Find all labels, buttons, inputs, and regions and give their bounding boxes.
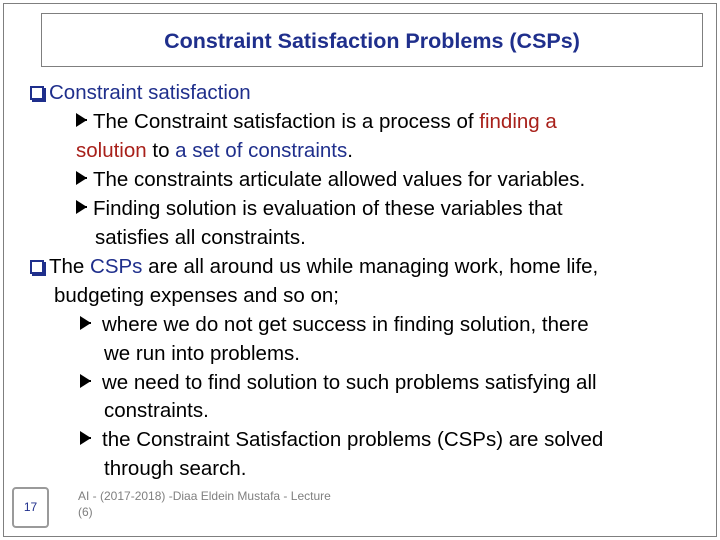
sub-bullet-finding-cont: satisfies all constraints. — [95, 226, 306, 249]
bullet-constraint-satisfaction — [30, 81, 251, 105]
arrow-bullet-icon — [80, 371, 102, 395]
arrow-bullet-icon — [80, 313, 102, 337]
slide-title: Constraint Satisfaction Problems (CSPs) — [164, 29, 580, 53]
sub-bullet-no-success: where we do not get success in finding solution, there — [80, 313, 589, 337]
bullet-csps-around-us: The CSPs are all around us while managing work, home life, — [30, 255, 598, 279]
footer-text-line2: (6) — [78, 505, 93, 519]
arrow-bullet-icon — [76, 197, 93, 221]
arrow-bullet-icon — [80, 428, 102, 452]
sub-bullet-finding: Finding solution is evaluation of these variables that — [76, 197, 563, 221]
sub-bullet-no-success-cont: we run into problems. — [104, 342, 300, 365]
sub-bullet-need-solution-cont: constraints. — [104, 399, 209, 422]
footer-text-line1: AI - (2017-2018) -Diaa Eldein Mustafa - Lecture — [78, 489, 331, 503]
sub-bullet-solved-search-cont: through search. — [104, 457, 247, 480]
sub-bullet-constraints: The constraints articulate allowed values for variables. — [76, 168, 585, 192]
sub-bullet-need-solution: we need to find solution to such problems satisfying all — [80, 371, 597, 395]
arrow-bullet-icon — [76, 168, 93, 192]
bullet-csps-cont: budgeting expenses and so on; — [54, 284, 339, 307]
arrow-bullet-icon — [76, 110, 93, 134]
bullet-text: Constraint satisfaction — [49, 81, 251, 104]
checkbox-bullet-icon — [30, 260, 44, 274]
checkbox-bullet-icon — [30, 86, 44, 100]
sub-bullet-solved-search: the Constraint Satisfaction problems (CSPs) are solved — [80, 428, 603, 452]
sub-bullet-definition: The Constraint satisfaction is a process of finding a — [76, 110, 557, 134]
page-number: 17 — [23, 500, 38, 514]
sub-bullet-definition-cont: solution to a set of constraints. — [76, 139, 353, 162]
